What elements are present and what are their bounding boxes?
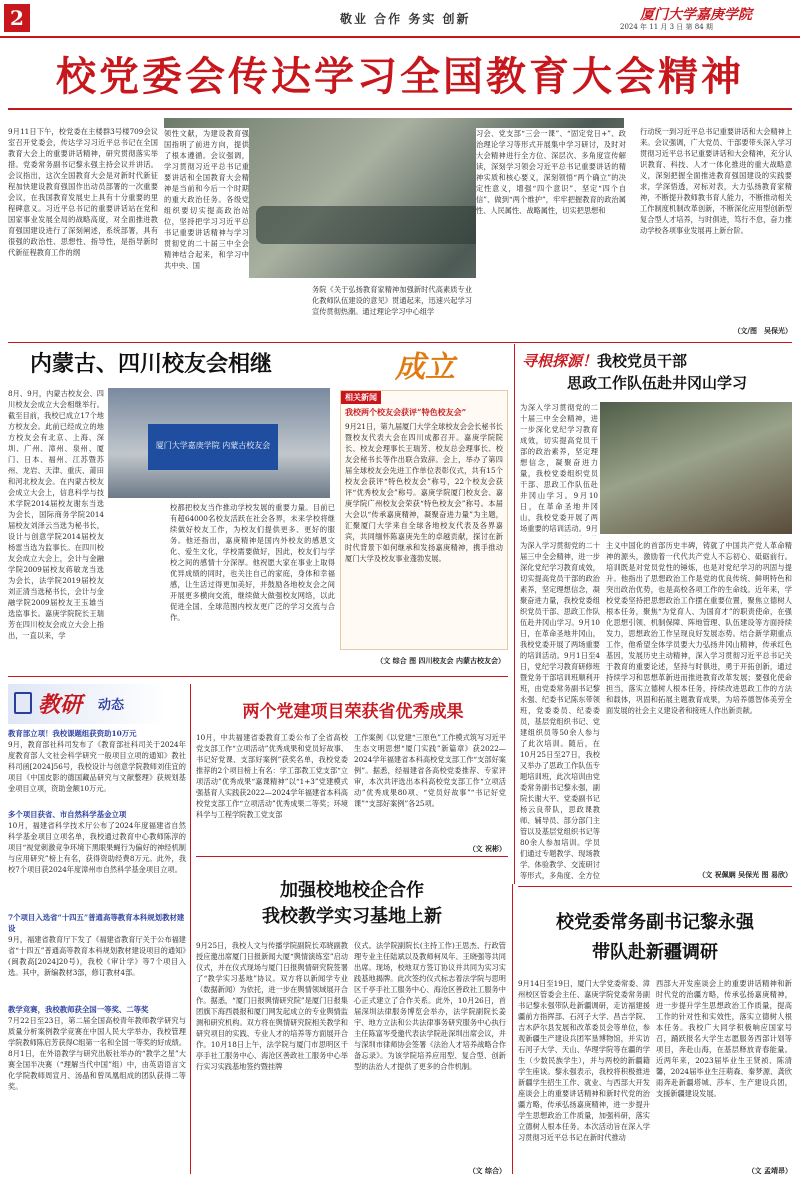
related-news-tag: 相关新闻 <box>341 391 381 404</box>
alumni-banner: 厦门大学嘉庚学院 内蒙古校友会 <box>148 424 278 470</box>
main-byline: （文/图 吴保光） <box>733 326 792 335</box>
divider <box>518 886 792 887</box>
main-text-col4: 习会、党支部“三会一课”、“固定党日+”、政治理论学习等形式开展集中学习研讨，及时对大会精神进行全方位、深层次、多角度宣传解读，深刻学习领会习近平总书记重要讲话的精神实质和核心要义，深刻领悟“两个确立”的决定性意义，增强“四个意识”、坚定“四个自信”、做到“两个维护”，牢牢把握教育的政治属性、人民属性、战略属性，切实把思想和 <box>476 128 626 338</box>
research-item-text: 9月，教育部社科司发布了《教育部社科司关于2024年度教育部人文社会科学研究一般项目立项的通知》教社科司函[2024]56号，我校设计与创意学院教师刘佳宜的项目《中国皮影的德国藏品研究与文献整理》获规划基金项目立项，资助金额10万元。 <box>8 740 186 793</box>
party-byline: （文 祝彬） <box>468 844 506 853</box>
research-item-text: 7月22日至23日，第二届全国高校青年教师教学研究与质量分析案例教学竞赛在中国人民大学举办，我校管理学院教师陈启芳获得C组第一名和全国一等奖的好成绩。8月1日，在外语教学与研究出版社举办的“教学之星”大赛全国半决赛（“理解当代中国”组）中，由英语语言文化学院教师周宣月、汤晶和曾凤凰组成的团队获得二等奖。 <box>8 1016 186 1091</box>
research-item-title: 7个项目入选省“十四五”普通高等教育本科规划教材建设 <box>8 913 185 933</box>
alumni-byline: （文 综合 图 四川校友会 内蒙古校友会） <box>376 656 505 665</box>
roots-byline: （文 祝佩娴 吴保光 图 易欣） <box>698 870 792 879</box>
main-text-col1: 9月11日下午，校党委在主楼群3号楼709会议室召开党委会，传达学习习近平总书记在全国教育大会上的重要讲话精神，研究贯彻落实举措。党委常务副书记黎永强主持会议并讲话。会议指出，这次全国教育大会是对新时代新征程加快建设教育强国作出动员部署的一次重要会议，在我国教育发展史上具有十分重要的里程碑意义。习近平总书记的重要讲话站在党和国家事业发展全局的战略高度，对全面推进教育强国建设进行了深刻阐述，系统部署，具有很强的政治性、思想性、指导性，是指导新时代新征程教育工作的纲 <box>8 127 158 257</box>
main-text-col2: 领性文献，为建设教育强国指明了前进方向，提供了根本遵循。会议强调，学习贯彻习近平总书记重要讲话和全国教育大会精神是当前和今后一个时期的重大政治任务。各级党组织要切实提高政治站位，坚持把学习习近平总书记重要讲话精神与学习贯彻党的二十届三中全会精神结合起来，和学习中共中央、国 <box>164 128 249 278</box>
divider <box>8 108 792 110</box>
party-headline: 两个党建项目荣获省优秀成果 <box>242 702 464 722</box>
divider <box>196 856 508 857</box>
motto: 敬业 合作 务实 创新 <box>340 12 471 26</box>
page-number: 2 <box>4 4 30 32</box>
coop-headline-line1: 加强校地校企合作 <box>280 880 424 901</box>
research-item-title: 教学竞赛，我校教师获全国一等奖、二等奖 <box>8 1005 149 1014</box>
alumni-stamp: 成立 <box>395 350 455 385</box>
book-icon <box>14 692 32 714</box>
coop-text-col1: 9月25日，我校人文与传播学院副院长邓晓副教授应邀出席厦门日报新闻大厦“舆情演练室”启动仪式，并在仪式现场与厦门日报舆情研究院签署了“教学实习基地”协议。双方将以新闻学专业（数据新闻）为依托，进一步在舆情领域展开合作。据悉，“厦门日报舆情研究院”是厦门日报集团旗下海西晨报和厦门网发起成立的专业舆情监测和研究机构。双方将在舆情研究院相关教学和研究项目的实践、专业人才的培养等方面展开合作。10月18日上午，法学院与厦门市思明区千亭手社工服务中心、海沧区善政社工服务中心举行实习实践基地签约暨挂牌 <box>196 941 348 1071</box>
roots-text-col1b: 为深入学习贯彻党的二十届三中全会精神，进一步深化党纪学习教育成效，切实提高党员干部的政治素养，坚定理想信念，凝聚奋进力量，我校党委组织党员干部、思政工作队伍赴井冈山学习。9月10日，在革命圣地井冈山，我校党委开展了两场重要的培训活动。9月1日至4日，党纪学习教育研修班暨党务干部培训班顺利开班，由党委常务副书记黎永强、纪委书记陈东带领班，党委委员、纪委委员，基层党组织书记、党建组织员等50余人参与了此次培训。随后，在10月25日至27日，我校又举办了思政工作队伍专题培训班，此次培训由党委常务副书记黎永强，副院长谢大平、党委副书记杨云良带队，思政课教师、辅导员、部分部门主管以及基层党组织书记等80余人参加培训。学员们通过专题教学、现场教学、体验教学、交流研讨等形式，多角度、全方位 <box>520 541 600 880</box>
vertical-rule <box>514 344 515 884</box>
research-list <box>8 728 186 1173</box>
alumni-sub-text: 9月21日，第九届厦门大学全球校友会会长秘书长暨校友代表大会在四川成都召开。嘉庚学院院长、校友会理事长王瑞芳、校友总会理事长、校友会秘书长等作出联合致辞。会上，举办了第四届全球校友会先进工作单位表彰仪式，共有15个校友会获评“特色校友会”称号，22个校友会获评“优秀校友会”称号。嘉庚学院厦门校友会、嘉庚学院广州校友会荣获“特色校友会”称号。本届大会以“传承嘉庚精神，凝聚奋进力量”为主题，汇聚厦门大学来自全球各地校友代表及各界嘉宾，共同缅怀陈嘉庚先生的卓越贡献，探讨在新时代背景下如何继承和发扬嘉庚精神，携手推动厦门大学及校友事业蓬勃发展。 <box>345 422 503 563</box>
xinjiang-headline-line1: 校党委常务副书记黎永强 <box>556 912 754 933</box>
page-header <box>0 0 800 38</box>
party-text-col2: 工作案例《以党建“三原色”工作模式筑写习近平生态文明思想“厦门实践”新篇章》获2022—2024学年福建省本科高校党支部工作“支部好案例”。据悉，经福建省各高校党委推荐、专家评审，本次共评选出本科高校党支部工作“立项活动”优秀成果80项、“党员好故事”“书记好党课”“支部好案例”各25项。 <box>354 733 506 808</box>
roots-headline-line2: 思政工作队伍赴井冈山学习 <box>566 374 747 392</box>
alumni-sub-title: 我校两个校友会获评“特色校友会” <box>345 407 467 417</box>
alumni-text-col2: 校都把校友当作推动学校发展的重要力量。目前已有超64000名校友活跃在社会各界，未来学校将继续做好校友工作，为校友们提供更多、更好的服务。他还指出，嘉庚精神是国内外校友的感恩文化、爱生文化，学校需要做好，因此，校友们与学校之间的感情十分深厚。他祝愿大家在事业上取得优异成绩的同时，也关注自己的家庭，身体和幸福感，让生活过得更加美好，并鼓励各地校友会之间开展更多横向交流，继续做大做强校友网络，以此促进全国、全球范围内校友更广泛的学习交流与合作。 <box>170 503 335 622</box>
main-text-col3: 务院《关于弘扬教育家精神加强新时代高素质专业化教师队伍建设的意见》贯通起来，迅速兴起学习宣传贯彻热潮。通过理论学习中心组学 <box>312 285 472 316</box>
research-subtitle: 动态 <box>98 698 125 713</box>
alumni-headline: 内蒙古、四川校友会相继 <box>30 352 273 377</box>
party-text-col1: 10月，中共福建省委教育工委公布了全省高校党支部工作“立项活动”优秀成果和党员好故事、书记好党课、支部好案例”获奖名单，我校党委推荐的2个项目榜上有名：学工部教工党支部“立项活动”优秀成果“嘉课精神”以“1+3”党建模式强基育人实践获2022—2024学年福建省本科高校党支部工作“立项活动”优秀成果二等奖；环境科学与工程学院教工党支部 <box>196 733 348 819</box>
xinjiang-headline-line2: 带队赴新疆调研 <box>592 942 718 963</box>
vertical-rule <box>190 684 191 1174</box>
coop-headline-line2: 我校教学实习基地上新 <box>262 906 442 927</box>
divider <box>8 676 508 677</box>
coop-text-col2: 仪式。法学院副院长(主持工作)王思杰、行政管理专业主任陆斌以及教师柯凤年、王晓强等共同出席。现场，校地双方签订协议并共同为实习实践基地揭牌。此次签约仪式标志着法学院与思明区千亭手社工服务中心、海沧区善政社工服务中心正式建立了合作关系。此外，10月26日，首届深圳法律服务博览会举办，法学院副院长姜宇、地方立法和公共法律事务研究服务中心执行主任陈富岑受邀代表法学院赴深圳出席会议，并与深圳市律师协会签署《法治人才培养战略合作备忘录》。为该学院培养应用型、复合型、创新型的法治人才提供了更多的合作机制。 <box>354 941 506 1071</box>
research-title: 教研 <box>38 693 83 718</box>
jinggangshan-photo <box>600 402 792 534</box>
research-item-title: 教育部立项！我校课题组获资助10万元 <box>8 729 137 738</box>
alumni-photo <box>108 388 330 498</box>
main-text-col5: 行动统一到习近平总书记重要讲话和大会精神上来。会议强调，广大党员、干部要带头深入学习贯彻习近平总书记重要讲话和大会精神，充分认识教育、科技、人才一体化推进的重大战略意义，深刻把握全面推进教育强国建设的实践要求，学深悟透，对标对表，大力弘扬教育家精神，不断提升教师教书育人能力，不断推动相关工作制度机制改革创新，不断深化应用型创新型复合型人才培养，与时俱进，笃行不怠，奋力推动学校各项事业发展再上新台阶。 <box>640 127 792 235</box>
research-item-text: 10月，福建省科学技术厅公布了2024年度福建省自然科学基金项目立项名单，我校通过教育中心教师陈淳的项目“视觉刺激竞争环境下黑眼果蝇行为偏好的神经机制与应用研究”榜上有名，获得资助经费8万元。此外，我校7个项目获2024年度漳州市自然科学基金项目立项。 <box>8 821 186 874</box>
main-headline: 校党委会传达学习全国教育大会精神 <box>56 54 744 100</box>
roots-headline <box>522 350 792 372</box>
research-item-text: 9月，福建省教育厅下发了《福建省教育厅关于公布福建省“十四五”普通高等教育本科规划教材建设项目的通知》(闽教高[2024]20号)，我校《审计学》等7个项目入选。其中，新编教材3部，修订教材4部。 <box>8 935 186 977</box>
xinjiang-text-col2: 西部大开发座谈会上的重要讲话精神和新时代党的治疆方略，传承弘扬嘉庚精神，进一步提升学生思想政治工作质量，提高工作的针对性和实效性，落实立德树人根本任务。我校广大同学积极响应国家号召，踊跃报名大学生志愿服务西部计划等项目，奔赴山海，在基层释放青春能量。近两年来，2023届毕业生王贤祯、陈清馨，2024届毕业生汪萌森、秦梦源、龚欣雨奔赴新疆塔城、莎车、生产建设兵团，支援新疆建设发展。 <box>656 979 792 1098</box>
research-banner <box>8 684 166 724</box>
issue-date: 2024 年 11 月 3 日 第 84 期 <box>620 23 713 31</box>
alumni-sidebar <box>340 390 508 650</box>
vertical-rule <box>512 884 513 1174</box>
roots-text-col1: 为深入学习贯彻党的二十届三中全会精神，进一步深化党纪学习教育成效，切实提高党员干部的政治素养，坚定理想信念，凝聚奋进力量，我校党委组织党员干部、思政工作队伍赴井冈山学习。9月10日，在革命圣地井冈山，我校党委开展了两场重要的培训活动。9月 <box>520 403 598 533</box>
xinjiang-byline: （文 孟靖昂） <box>747 1166 792 1175</box>
masthead: 厦门大学嘉庚学院 <box>640 7 752 23</box>
coop-byline: （文 综合） <box>468 1166 506 1175</box>
roots-headline-rest: 我校党员干部 <box>597 352 688 370</box>
xinjiang-text-col1: 9月14日至19日，厦门大学党委常委、漳州校区管委会主任、嘉庚学院党委常务副书记黎永强带队赴新疆调研，走访福建援疆前方指挥部、石河子大学、昌吉学院、吉木萨尔县发展和改革委员会等单位，参观新疆生产建设兵团军垦博物馆，并实访石河子大学、天山、华理学院等在疆的学生（少数民族学生），并与两校的新疆籍学生座谈。黎永强表示，我校将积极推进新疆学生招生工作、就业、与西部大开发座谈会上的重要讲话精神和新时代党的治疆方略，传承弘扬嘉庚精神，进一步提升学生思想政治工作质量，加强科研，落实立德树人根本任务。本次活动旨在深入学习贯彻习近平总书记在新时代推动 <box>518 979 650 1142</box>
roots-headline-red: 寻根探源！ <box>522 352 598 370</box>
alumni-text-col1: 8月、9月，内蒙古校友会、四川校友会成立大会相继举行。截至目前，我校已成立17个地方校友会。此前已经成立的地方校友会有北京、上海、深圳、广州、漳州、泉州、厦门、日本、福州、江苏暨苏州、龙岩、天津、重庆、莆田和河北校友会。在内蒙古校友会成立大会上，信息科学与技术学院2014届校友谢东当选为会长，国际商务学院2014届校友刘泽云当选为秘书长，设计与创意学院2014届校友杨雷当选为监事长。在四川校友会成立大会上，会计与金融学院2009届校友蒋敏龙当选为会长，法学院2019届校友刘正清当选秘书长，会计与金融学院2009届校友王玉雄当选监事长。嘉庚学院院长王瑞芳在四川校友会成立大会上指出，一直以来，学 <box>8 389 104 640</box>
roots-text-col2: 主义中国化的首部历史丰碑，铸就了中国共产党人革命精神的源头，激励着一代代共产党人不忘初心、砥砺前行。培训既是对党员党性的锤炼，也是对党纪学习的巩固与提升。他指出了思想政治工作是党的优良传统、鲜明特色和突出政治优势，也是高校各项工作的生命线。近年来，学校党委坚持把思想政治工作摆在重要位置，聚焦立德树人根本任务，聚焦“为党育人、为国育才”的职责使命，在强化思想引领、机制保障、阵地管理、队伍建设等方面持续发力，思想政治工作呈现良好发展态势。结合新学期重点工作，他希望全体学员要大力弘扬井冈山精神，传承红色基因，发展历史主动精神，深入学习贯彻习近平总书记关于教育的重要论述，坚持与时俱进，勇于开拓创新，通过持续学习和思想革新进而推进教育改革发展；要强化使命担当，落实立德树人根本任务，持续改进思政工作的方法和载体，巩固和拓展主题教育成果，为培养德智体美劳全面发展的社会主义建设者和接班人作出新贡献。 <box>606 541 792 715</box>
research-item-title: 多个项目获省、市自然科学基金立项 <box>8 810 127 819</box>
